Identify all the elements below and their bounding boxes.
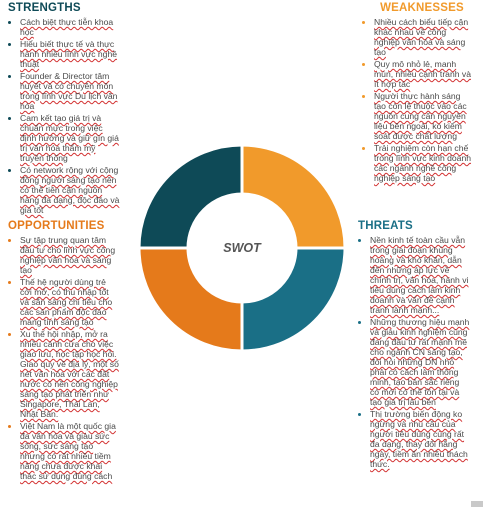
list-item-text: Hiểu biết thực tế và thực hành nhiều lĩnh vực nghề thuật xyxy=(20,39,118,69)
threats-panel xyxy=(358,221,470,471)
opportunities-title: OPPORTUNITIES xyxy=(8,220,105,232)
list-item-text: Nền kinh tế toàn cầu vẫn trong giai đoạn khủng hoảng và khó khăn, dẫn đến những áp lực về chính trị, văn hóa, hành vi tiêu dùng cách làm kinh doanh và vấn đề cạnh tranh lành mạnh... xyxy=(370,235,469,315)
list-item xyxy=(20,235,120,275)
list-item-text: Founder & Director tâm huyết và có chuyên môn trong lĩnh vực Du lịch văn hóa xyxy=(20,71,118,111)
list-item-text: Việt Nam là một quốc gia đa văn hóa và giàu sức sống, sức sáng tạo nhưng có rất nhiều tiềm năng chưa được khai thác sử dụng đúng cách xyxy=(20,421,116,481)
donut-segment-threats xyxy=(242,248,345,351)
weaknesses-panel xyxy=(362,3,474,185)
donut-segment-opportunities xyxy=(139,248,242,351)
list-item xyxy=(20,71,120,111)
list-item xyxy=(20,165,120,215)
list-item-text: Cách biệt thực tiễn khoa học xyxy=(20,17,114,37)
list-item xyxy=(374,17,474,57)
list-item xyxy=(374,91,474,141)
strengths-list xyxy=(8,17,120,215)
resize-handle[interactable] xyxy=(471,501,483,507)
list-item-text: Người thực hành sáng tạo còn lệ thuộc vào các nguồn cung cấn nguyên liệu bên ngoài, ko kiểm soát được chất lượng xyxy=(374,91,467,141)
list-item xyxy=(20,277,120,327)
list-item xyxy=(20,113,120,163)
weaknesses-list xyxy=(362,17,474,183)
list-item xyxy=(374,59,474,89)
list-item-text: Thế hệ người dùng trẻ cởi mở, có thu nhập tốt và sẵn sàng chi tiêu cho các sản phẩm độc đáo mang tính sáng tạo xyxy=(20,277,113,327)
list-item-text: Thị trường biến động ko ngừng và nhu cầu của người tiêu dùng cùng rất đa dạng, thay đổi hằng ngày, tiềm ẩn nhiều thách thức. xyxy=(370,409,468,469)
threats-title: THREATS xyxy=(358,220,413,232)
list-item xyxy=(370,317,470,407)
list-item-text: Xu thế hội nhập, mở ra nhiều cánh cửa cho việc giao lưu, học tập học hỏi. Giao quy về địa lý, một số nét văn hóa với các đất nước có nền công nghiệp sáng tạo phát triển như Singapore, Thái Lan, Nhật Bản. xyxy=(20,329,119,419)
list-item-text: Có network rộng với cộng đồng người sáng tạo nên có thể tiên cận nguồn hàng đa dạng, độc đáo và giá tốt xyxy=(20,165,120,215)
list-item xyxy=(20,39,120,69)
list-item-text: Sự tập trung quan tâm đầu tư cho lĩnh vực công nghiệp văn hóa và sáng tạo xyxy=(20,235,116,275)
swot-center-label: SWOT xyxy=(223,241,261,255)
list-item-text: Nhiều cách biểu tiếp cận khác nhau về công nghiệp văn hóa và sáng tạo xyxy=(374,17,469,57)
weaknesses-title: WEAKNESSES xyxy=(380,2,464,14)
list-item xyxy=(374,143,474,183)
list-item xyxy=(20,17,120,37)
donut-segment-weaknesses xyxy=(242,145,345,248)
list-item-text: Những thương hiệu mạnh và giàu kinh nghiệm cùng đang đầu tư rất mạnh mẽ cho ngành CN sáng tạo, đòi hỏi những DN nhỏ phải có cách làm thông minh, tạo bản sắc riêng có mới có thể tồn tại và tạo giá trị lâu bền xyxy=(370,317,470,407)
list-item-text: Cam kết tạo giá trị và chuẩn mực trong việc định hướng và giữ gìn giá trị văn hóa thẩm mỹ truyền thống xyxy=(20,113,119,163)
donut-segment-strengths xyxy=(139,145,242,248)
list-item xyxy=(370,409,470,469)
threats-list xyxy=(358,235,470,469)
list-item-text: Quy mô nhỏ lẻ, manh mún, nhiều cạnh tranh và ít hợp tác xyxy=(374,59,471,89)
list-item xyxy=(20,329,120,419)
list-item xyxy=(370,235,470,315)
swot-donut xyxy=(138,144,346,352)
opportunities-list xyxy=(8,235,120,481)
strengths-title: STRENGTHS xyxy=(8,2,81,14)
list-item-text: Trải nghiệm còn hạn chế trong lĩnh vực kinh doanh các ngành nghề công nghiệp sáng tạo xyxy=(374,143,472,183)
strengths-panel xyxy=(8,3,120,217)
opportunities-panel xyxy=(8,221,120,483)
list-item xyxy=(20,421,120,481)
